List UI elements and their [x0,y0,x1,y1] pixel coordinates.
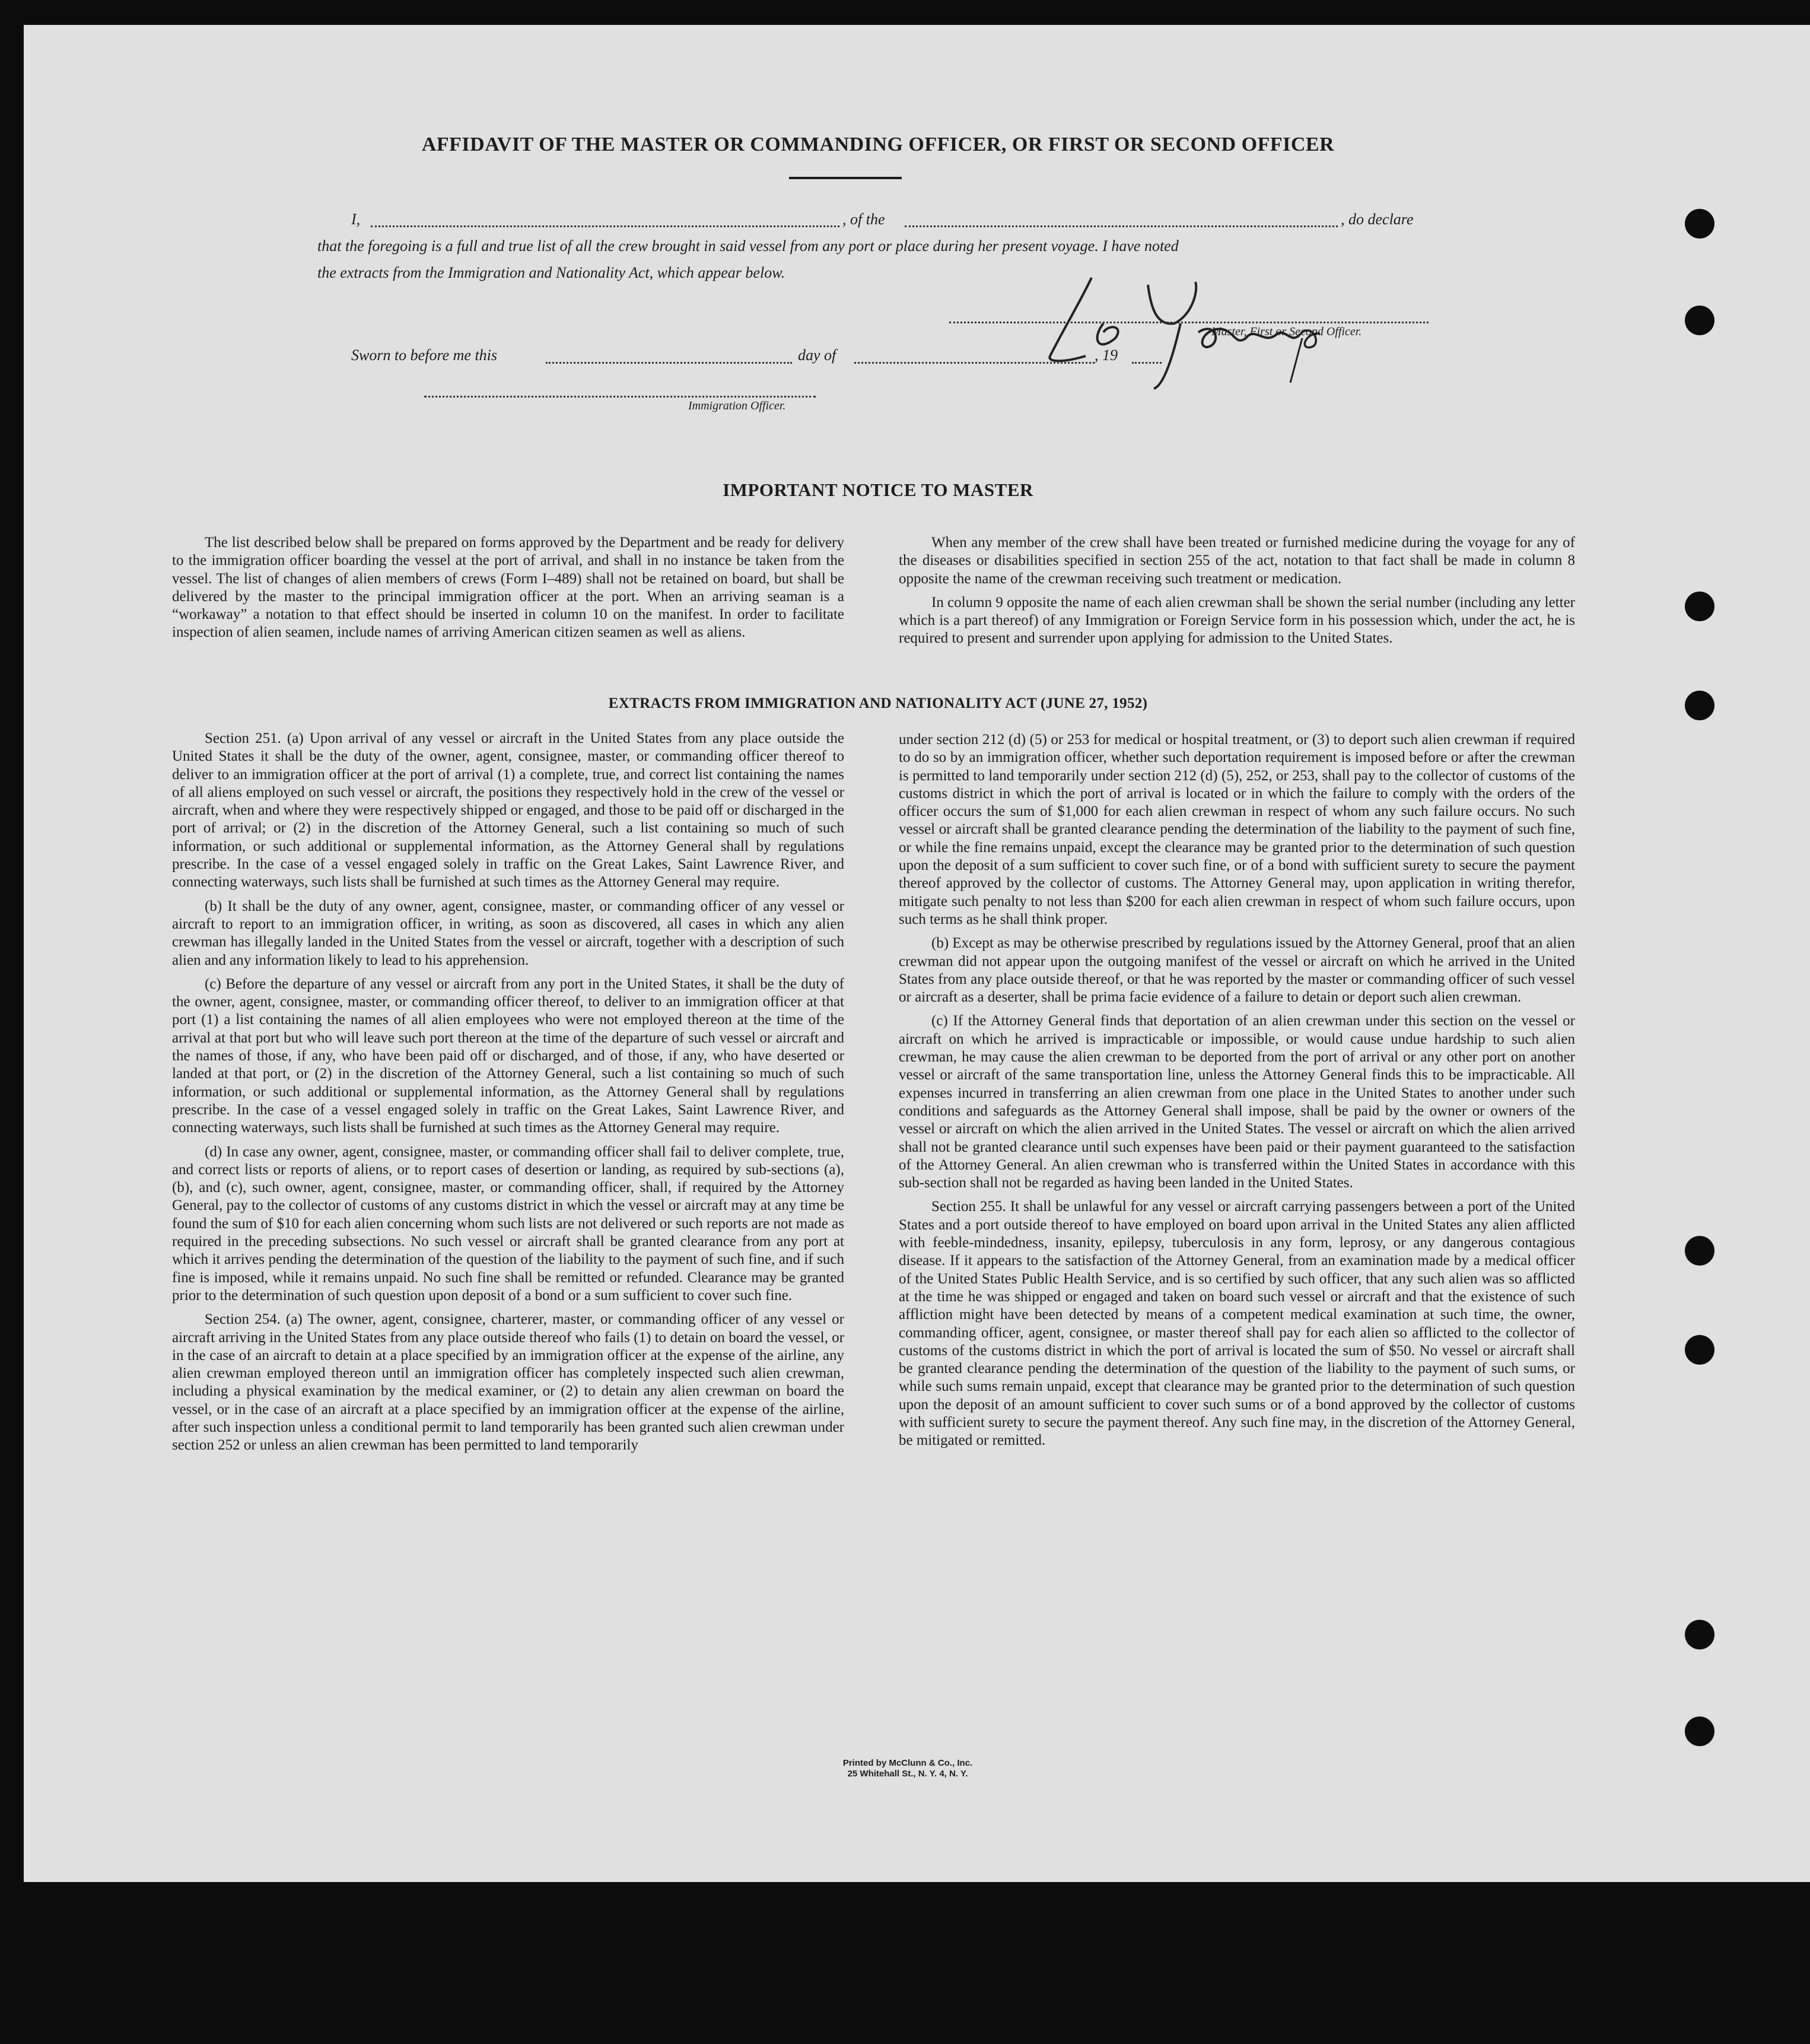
binder-hole [1685,209,1714,239]
sworn-date-blank [546,362,792,364]
section-254a-continued: under section 212 (d) (5) or 253 for medical or hospital treatment, or (3) to deport such alien crewman if required to do so by an immigration officer, whether such deportation requirement is imposed before or after the crewman is permitted to land temporarily under section 212 (d) (5), 252, or 253, shall pay to the collector of customs of the customs district in which the port of arrival is located or in which the failure to comply with the orders of the officer occurs the sum of $1,000 for each alien crewman in respect of whom any such failure occurs. No such vessel or aircraft shall be granted clearance pending the determination of the liability to the payment of such fine, or while the fine remains unpaid, except the clearance may be granted prior to the determination of such question upon the deposit of a sum sufficient to cover such fine, or of a bond with sufficient surety to secure the payment thereof approved by the collector of customs. The Attorney General may, upon application in writing therefor, mitigate such penalty to not less than $200 for each alien crewman in respect of whom such failure occurs, upon such terms as he shall think proper. [899,732,1575,927]
title-underline [789,177,902,179]
affidavit-line-2: that the foregoing is a full and true list of all the crew brought in said vessel from any port or place during her present voyage. I have noted [317,237,1179,255]
affidavit-title: AFFIDAVIT OF THE MASTER OR COMMANDING OFFICER, OR FIRST OR SECOND OFFICER [421,133,1335,155]
notice-right-column [899,534,1575,654]
printer-line-2: 25 Whitehall St., N. Y. 4, N. Y. [847,1769,968,1779]
binder-hole [1685,1335,1714,1365]
section-251d: (d) In case any owner, agent, consignee, master, or commanding officer shall fail to deliver complete, true, and correct lists or reports of aliens, or to report cases of desertion or landing, as required by sub-sections (a), (b), and (c), such owner, agent, consignee, master, or commanding officer, shall, if required by the Attorney General, pay to the collector of customs of any customs district in which the vessel or aircraft may at any time be found the sum of $10 for each alien concerning whom such lists are not delivered or such reports are not made as required in the preceding subsections. No such vessel or aircraft shall be granted clearance from any port at which it arrives pending the determination of the question of the liability to the payment of such fine, and if such fine is imposed, while it remains unpaid. No such fine shall be remitted or refunded. Clearance may be granted prior to the determination of such question upon deposit of a bond or a sum sufficient to cover such fine. [172,1143,844,1304]
signature-line [949,322,1429,323]
section-254c: (c) If the Attorney General finds that deportation of an alien crewman under this section on the vessel or aircraft on which he arrived is impracticable or impossible, or would cause undue hardship to such alien crewman, he may cause the alien crewman to be deported from the port of arrival or any other port on another vessel or aircraft of the same transportation line, unless the Attorney General finds this to be impracticable. All expenses incurred in transferring an alien crewman from one place in the United States to another under such conditions and safeguards as the Attorney General shall impose, shall be paid by the owner or owners of the vessel or aircraft on which the alien arrived in the United States. The vessel or aircraft on which the alien arrived shall not be granted clearance until such expenses have been paid or their payment guaranteed to the satisfaction of the Attorney General. An alien crewman who is transferred within the United States in accordance with this sub-section shall not be regarded as having been landed in the United States. [899,1013,1575,1191]
name-blank [371,225,839,227]
section-255: Section 255. It shall be unlawful for any vessel or aircraft carrying passengers between a port of the United States and a port outside thereof to have employed on board upon arrival in the United States any alien afflicted with feeble-mindedness, insanity, epilepsy, tuberculosis in any form, leprosy, or any dangerous contagious disease. If it appears to the satisfaction of the Attorney General, from an examination made by a medical officer of the United States Public Health Service, and is so certified by such officer, that any such alien was so afflicted at the time he was shipped or engaged and taken on board such vessel or aircraft and that the existence of such affliction might have been detected by means of a competent medical examination at such time, the owner, commanding officer, agent, consignee, or master thereof shall pay for each alien so afflicted to the collector of customs of the customs district in which the port of arrival is located the sum of $50. No vessel or aircraft shall be granted clearance pending the determination of the question of the liability to the payment of such sums, or while such sums remain unpaid, except that clearance may be granted prior to the determination of such question upon the deposit of an amount sufficient to cover such sums or of a bond approved by the collector of customs with sufficient surety to secure the payment thereof. Any such fine may, in the discretion of the Attorney General, be mitigated or remitted. [899,1199,1575,1449]
officer-signature-line [424,396,816,398]
extracts-left-column [172,730,844,1461]
section-254b: (b) Except as may be otherwise prescribed by regulations issued by the Attorney General, proof that an alien crewman did not appear upon the outgoing manifest of the vessel or aircraft on which he arrived in the United States from any place outside thereof, or that he was reported by the master or commanding officer of such vessel or aircraft as a deserter, shall be prima facie evidence of a failure to detain or deport such alien crewman. [899,935,1575,1006]
affidavit-line-3: the extracts from the Immigration and Nationality Act, which appear below. [317,264,785,281]
notice-heading: IMPORTANT NOTICE TO MASTER [723,479,1033,500]
extracts-right-column [899,731,1575,1456]
officer-label: Immigration Officer. [688,399,786,412]
notice-left-column [172,534,844,648]
printer-imprint [765,1758,1050,1779]
sworn-text: Sworn to before me this [351,347,498,364]
vessel-blank [905,225,1338,227]
section-251c: (c) Before the departure of any vessel or aircraft from any port in the United States, it shall be the duty of the owner, agent, consignee, master, or commanding officer thereof, to deliver to an immigration officer at that port (1) a list containing the names of all alien employees who were not employed thereon at the time of the arrival at that port but who will leave such port thereon at the time of the departure of such vessel or aircraft and the names of those, if any, who have been paid off or discharged, and of those, if any, who have deserted or landed at that port, or (2) in the discretion of the Attorney General, such a list containing so much of such information, or such additional or supplemental information, as the Attorney General shall by regulations prescribe. In the case of a vessel engaged solely in traffic on the Great Lakes, Saint Lawrence River, and connecting waterways, such lists shall be furnished at such times as the Attorney General may require. [172,975,844,1136]
master-label: Master, First or Second Officer. [1211,325,1362,338]
sworn-day-of: day of [798,347,836,364]
section-254a: Section 254. (a) The owner, agent, consignee, charterer, master, or commanding officer of any vessel or aircraft arriving in the United States from any place outside thereof who fails (1) to detain on board the vessel, or in the case of an aircraft to detain at a place specified by an immigration officer at the expense of the airline, any alien crewman employed thereon until an immigration officer has completely inspected such alien crewman, including a physical examination by the medical examiner, or (2) to detain any alien crewman on board the vessel, or in the case of an aircraft at a place specified by an immigration officer at the expense of the airline, after such inspection unless a conditional permit to land temporarily has been granted such alien crewman under section 252 or unless an alien crewman has been permitted to land temporarily [172,1311,844,1454]
notice-right-paragraph: When any member of the crew shall have been treated or furnished medicine during the voyage for any of the diseases or disabilities specified in section 255 of the act, notation to that fact shall be made in column 8 opposite the name of the crewman receiving such treatment or medication. [899,535,1575,587]
affidavit-i: I, [351,211,361,228]
binder-hole [1685,306,1714,335]
affidavit-do-declare: , do declare [1341,211,1414,228]
section-251a: Section 251. (a) Upon arrival of any vessel or aircraft in the United States from any place outside the United States it shall be the duty of the owner, agent, consignee, master, or commanding officer thereof to deliver to an immigration officer at the port of arrival (1) a complete, true, and correct list containing the names of all aliens employed on such vessel or aircraft, the positions they respectively hold in the crew of the vessel or aircraft, when and where they were respectively shipped or engaged, and those to be paid off or discharged in the port of arrival; or (2) in the discretion of the Attorney General, such a list containing so much of such information, or such additional or supplemental information, as the Attorney General shall by regulations prescribe. In the case of a vessel engaged solely in traffic on the Great Lakes, Saint Lawrence River, and connecting waterways, such lists shall be furnished at such times as the Attorney General may require. [172,730,844,891]
sworn-year: , 19 [1095,347,1118,364]
binder-hole [1685,1620,1714,1649]
extracts-heading: EXTRACTS FROM IMMIGRATION AND NATIONALITY ACT (JUNE 27, 1952) [608,695,1148,711]
section-251b: (b) It shall be the duty of any owner, agent, consignee, master, or commanding officer of any vessel or aircraft to report to an immigration officer, in writing, as soon as discovered, all cases in which any alien crewman has illegally landed in the United States from the vessel or aircraft, together with a description of such alien and any information likely to lead to his apprehension. [172,898,844,968]
sworn-year-blank [1132,362,1162,364]
printer-line-1: Printed by McClunn & Co., Inc. [842,1758,973,1768]
sworn-month-blank [854,362,1095,364]
affidavit-of-the: , of the [842,211,885,228]
binder-hole [1685,592,1714,621]
notice-left-paragraph: The list described below shall be prepared on forms approved by the Department and be ready for delivery to the immigration officer boarding the vessel at the port of arrival, and shall in no instance be taken from the vessel. The list of changes of alien members of crews (Form I–489) shall not be retained on board, but shall be delivered by the master to the principal immigration officer at the port. When an arriving seaman is a “workaway” a notation to that effect should be inserted in column 10 on the manifest. In order to facilitate inspection of alien seamen, include names of arriving American citizen seamen as well as aliens. [172,535,844,641]
binder-hole [1685,1716,1714,1746]
notice-right-paragraph: In column 9 opposite the name of each alien crewman shall be shown the serial number (including any letter which is a part thereof) of any Immigration or Foreign Service form in his possession which, under the act, he is required to present and surrender upon applying for admission to the United States. [899,594,1575,647]
binder-hole [1685,1236,1714,1266]
binder-hole [1685,691,1714,720]
